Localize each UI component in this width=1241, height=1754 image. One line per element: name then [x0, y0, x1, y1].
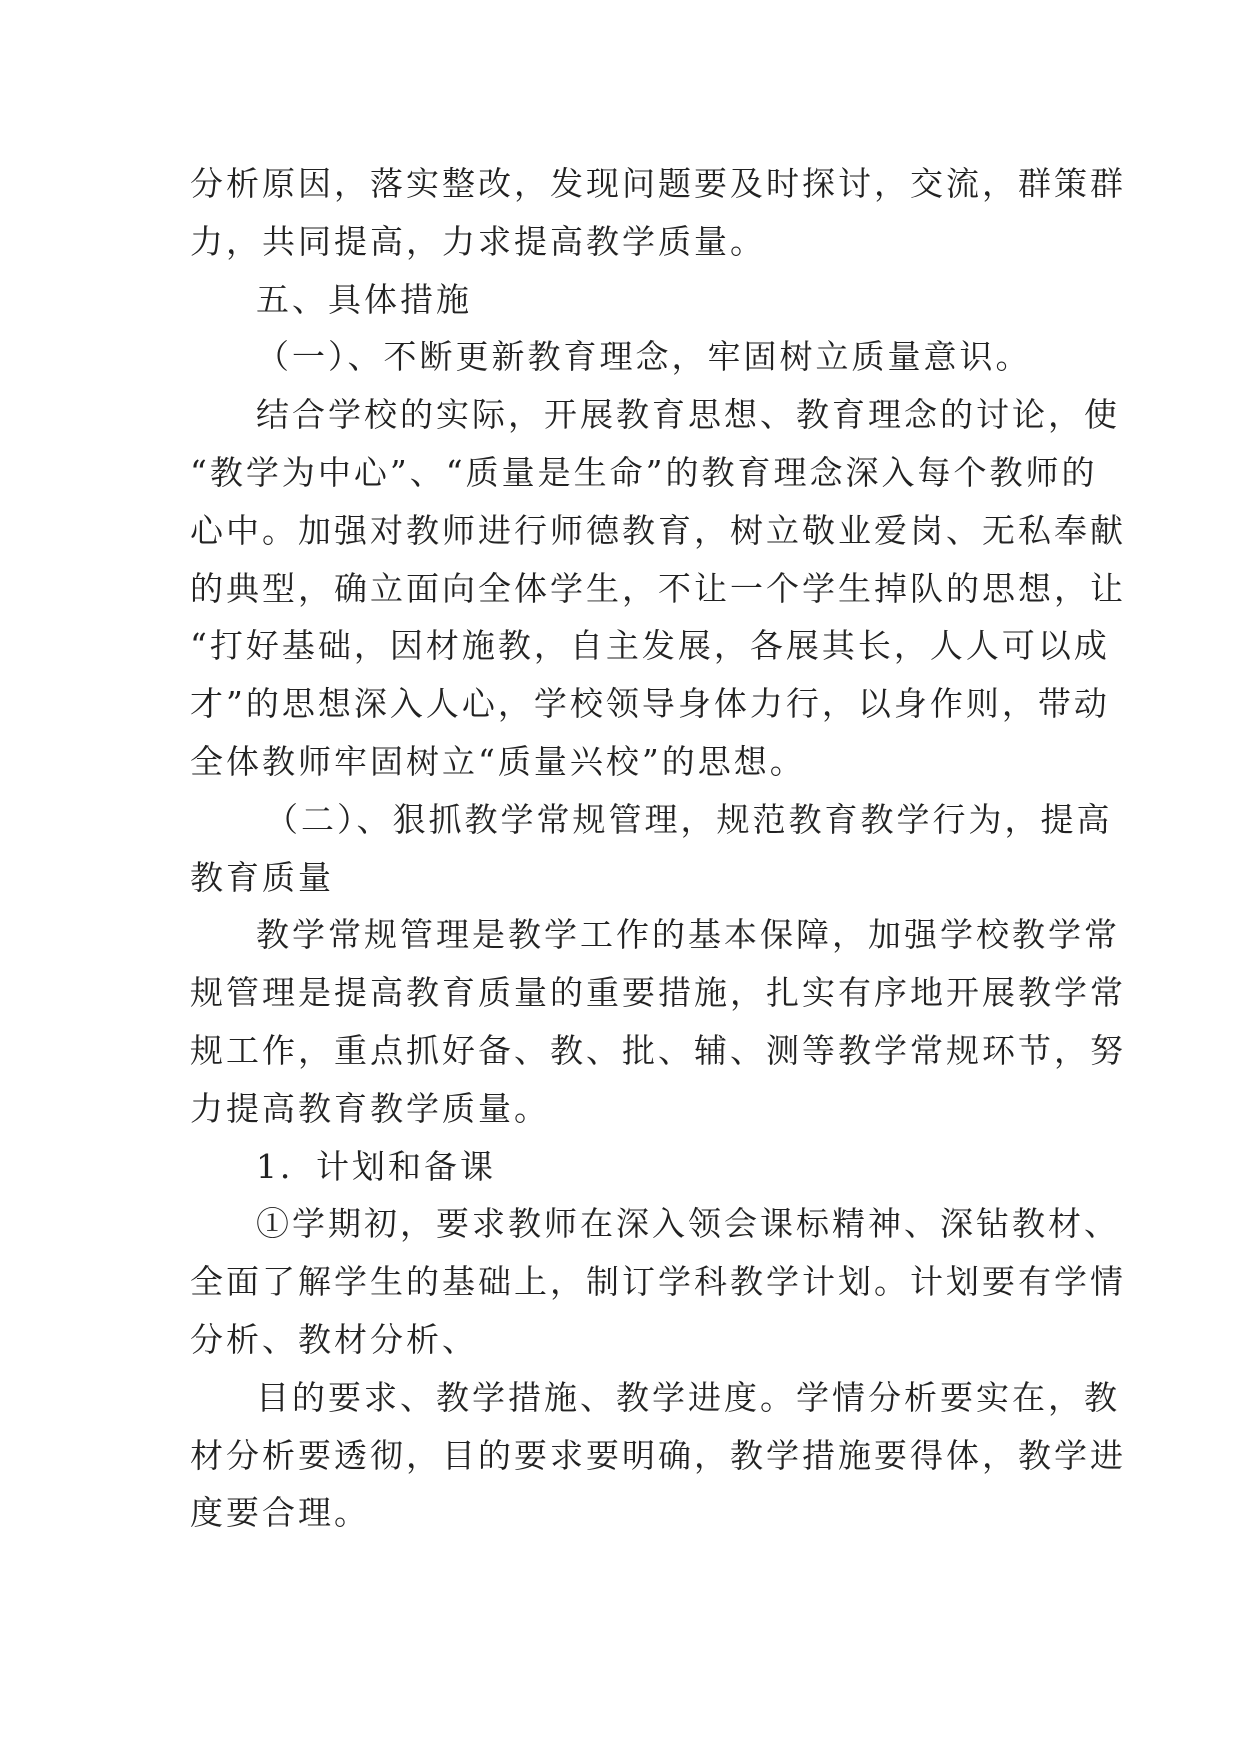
text-line: ①学期初，要求教师在深入领会课标精神、深钻教材、 — [256, 1204, 1120, 1244]
text-line: 结合学校的实际，开展教育思想、教育理念的讨论，使 — [256, 395, 1120, 435]
subsection-heading: （二）、狠抓教学常规管理，规范教育教学行为，提高 — [265, 799, 1113, 839]
text-line: 的典型，确立面向全体学生，不让一个学生掉队的思想，让 — [190, 568, 1126, 608]
item-heading: 1．计划和备课 — [256, 1146, 496, 1186]
text-line: 分析、教材分析、 — [190, 1319, 478, 1359]
document-body — [190, 155, 1126, 1542]
text-line: 教学常规管理是教学工作的基本保障，加强学校教学常 — [256, 915, 1120, 955]
text-line: 全体教师牢固树立“质量兴校”的思想。 — [190, 741, 806, 781]
text-line: “打好基础，因材施教，自主发展，各展其长，人人可以成 — [190, 626, 1110, 666]
section-heading: 五、具体措施 — [256, 279, 472, 319]
text-line: 规管理是提高教育质量的重要措施，扎实有序地开展教学常 — [190, 973, 1126, 1013]
subsection-heading: （一）、不断更新教育理念，牢固树立质量意识。 — [256, 337, 1032, 377]
text-line: 心中。加强对教师进行师德教育，树立敬业爱岗、无私奉献 — [190, 510, 1126, 550]
text-line: 目的要求、教学措施、教学进度。学情分析要实在，教 — [256, 1377, 1120, 1417]
text-line: 度要合理。 — [190, 1493, 370, 1533]
text-line: 规工作，重点抓好备、教、批、辅、测等教学常规环节，努 — [190, 1030, 1126, 1070]
text-line: “教学为中心”、“质量是生命”的教育理念深入每个教师的 — [190, 452, 1098, 492]
text-line: 分析原因，落实整改，发现问题要及时探讨，交流，群策群 — [190, 164, 1126, 203]
text-line: 材分析要透彻，目的要求要明确，教学措施要得体，教学进 — [190, 1435, 1126, 1475]
subsection-heading-cont: 教育质量 — [190, 857, 334, 897]
text-line: 力，共同提高，力求提高教学质量。 — [190, 221, 766, 261]
text-line: 才”的思想深入人心，学校领导身体力行，以身作则，带动 — [190, 684, 1110, 724]
text-line: 力提高教育教学质量。 — [190, 1088, 550, 1128]
text-line: 全面了解学生的基础上，制订学科教学计划。计划要有学情 — [190, 1262, 1126, 1302]
